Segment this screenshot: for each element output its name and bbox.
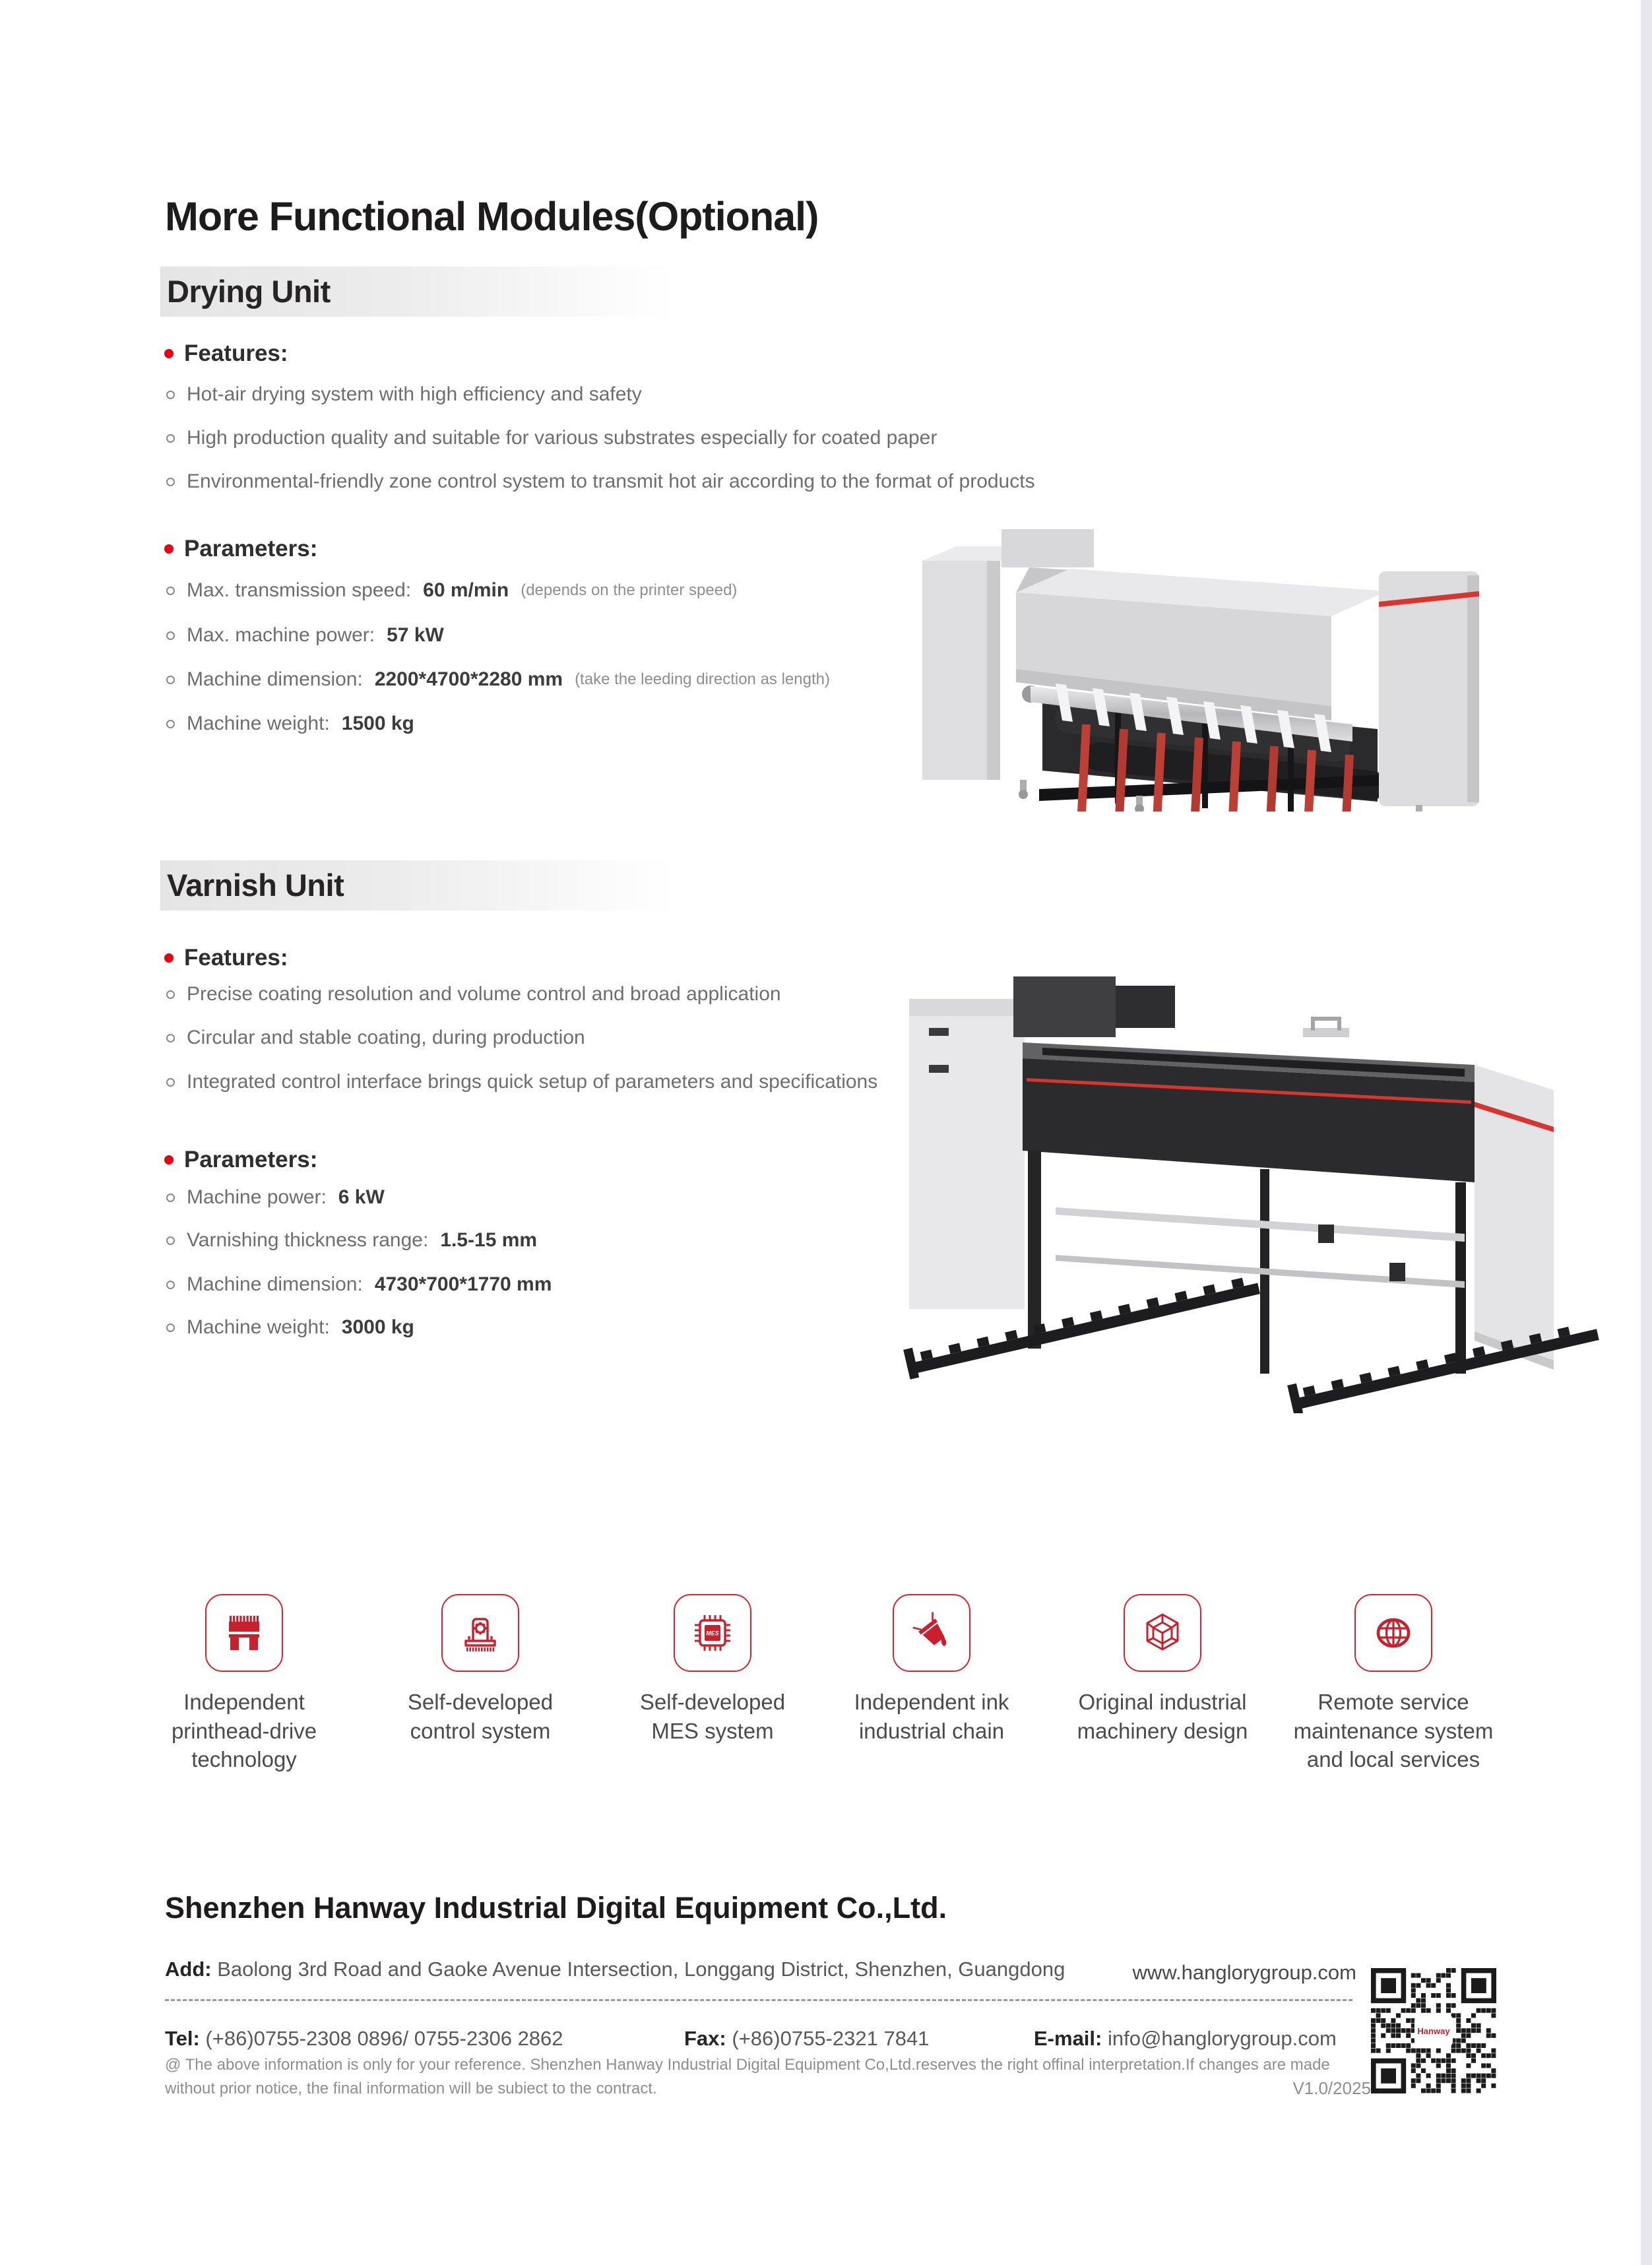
capability-control-system <box>381 1594 579 1745</box>
address-label: Add: <box>165 1958 212 1981</box>
disclaimer-text: @ The above information is only for your reference. Shenzhen Hanway Industrial Digital Equipment Co,Ltd.reserves the right offinal interpretation.If changes are made without prior notice, the final information will be subiect to the contract. <box>165 2056 1330 2097</box>
machinery-design-icon <box>1139 1610 1186 1656</box>
drying-unit-heading: Drying Unit <box>167 274 331 309</box>
svg-text:MES: MES <box>706 1630 719 1637</box>
circle-bullet-icon <box>166 1078 175 1087</box>
ink-bucket-icon <box>908 1610 955 1656</box>
qr-logo-text: Hanway <box>1417 2026 1450 2036</box>
varnish-feature: Circular and stable coating, during production <box>166 1023 585 1052</box>
capability-printhead <box>145 1594 343 1774</box>
qr-code <box>1371 1968 1496 2093</box>
drying-parameter: Machine weight: 1500 kg <box>166 709 426 738</box>
email-label: E-mail: <box>1034 2027 1102 2050</box>
capability-label: Self-developed MES system <box>639 1690 786 1743</box>
varnish-feature: Precise coating resolution and volume control and broad application <box>166 980 781 1009</box>
varnish-features-heading: Features: <box>164 945 288 971</box>
circle-bullet-icon <box>166 1236 175 1245</box>
fax-row <box>684 2027 929 2051</box>
drying-unit-heading-band <box>160 267 674 317</box>
capability-mes-system <box>614 1594 811 1745</box>
qr-center-logo <box>1414 2014 1453 2048</box>
capability-remote-service <box>1281 1594 1506 1774</box>
varnish-unit-heading-band <box>160 860 674 910</box>
icon-box <box>1354 1594 1432 1672</box>
red-bullet-icon <box>164 1155 174 1164</box>
icon-box <box>205 1594 283 1672</box>
icon-box <box>674 1594 751 1672</box>
icon-box <box>1124 1594 1201 1672</box>
capability-ink-chain <box>833 1594 1031 1745</box>
drying-parameter: Machine dimension: 2200*4700*2280 mm (take the leeding direction as length) <box>166 665 830 694</box>
capability-label: Original industrial machinery design <box>1077 1690 1248 1743</box>
tel-label: Tel: <box>165 2027 200 2050</box>
varnish-unit-heading: Varnish Unit <box>167 868 344 903</box>
varnish-parameter: Varnishing thickness range: 1.5-15 mm <box>166 1226 537 1255</box>
address-row <box>165 1958 1065 1981</box>
varnish-parameter: Machine dimension: 4730*700*1770 mm <box>166 1270 552 1299</box>
varnish-parameter: Machine weight: 3000 kg <box>166 1313 414 1342</box>
tel-value: (+86)0755-2308 0896/ 0755-2306 2862 <box>199 2027 563 2050</box>
email-link[interactable]: info@hanglorygroup.com <box>1102 2027 1337 2050</box>
varnish-feature: Integrated control interface brings quick setup of parameters and specifications <box>166 1068 877 1097</box>
capability-label: Independent printhead-drive technology <box>171 1690 317 1772</box>
globe-icon <box>1370 1610 1416 1656</box>
tel-row <box>165 2027 563 2051</box>
address-value: Baolong 3rd Road and Gaoke Avenue Intersection, Longgang District, Shenzhen, Guangdong <box>211 1958 1065 1981</box>
drying-feature: High production quality and suitable for various substrates especially for coated paper <box>166 424 937 453</box>
drying-parameter: Max. machine power: 57 kW <box>166 621 456 650</box>
page-title: More Functional Modules(Optional) <box>165 193 819 239</box>
capability-label: Remote service maintenance system and local services <box>1293 1690 1494 1772</box>
drying-feature: Hot-air drying system with high efficiency and safety <box>166 380 642 409</box>
circle-bullet-icon <box>166 1034 175 1042</box>
varnish-parameter: Machine power: 6 kW <box>166 1183 385 1212</box>
red-bullet-icon <box>164 349 174 358</box>
red-bullet-icon <box>164 544 174 554</box>
circle-bullet-icon <box>166 391 175 399</box>
circle-bullet-icon <box>166 990 175 999</box>
circle-bullet-icon <box>166 587 175 595</box>
website-link[interactable]: www.hanglorygroup.com <box>1132 1961 1356 1984</box>
email-row <box>1034 2027 1337 2051</box>
varnish-unit-image <box>891 965 1603 1413</box>
drying-unit-image <box>917 528 1498 812</box>
circle-bullet-icon <box>166 1194 175 1202</box>
circle-bullet-icon <box>166 1324 175 1332</box>
icon-box <box>441 1594 519 1672</box>
company-name: Shenzhen Hanway Industrial Digital Equipment Co.,Ltd. <box>165 1891 947 1925</box>
circle-bullet-icon <box>166 631 175 640</box>
drying-feature: Environmental-friendly zone control system to transmit hot air according to the format of products <box>166 467 1035 496</box>
drying-parameter: Max. transmission speed: 60 m/min (depends on the printer speed) <box>166 576 737 605</box>
icon-box <box>893 1594 970 1672</box>
circle-bullet-icon <box>166 720 175 728</box>
red-bullet-icon <box>164 953 174 963</box>
circle-bullet-icon <box>166 1281 175 1289</box>
circle-bullet-icon <box>166 478 175 486</box>
circle-bullet-icon <box>166 676 175 684</box>
capability-label: Self-developed control system <box>407 1690 554 1743</box>
drying-features-heading: Features: <box>164 340 288 367</box>
capability-label: Independent ink industrial chain <box>854 1690 1009 1743</box>
fax-value: (+86)0755-2321 7841 <box>726 2027 930 2050</box>
capability-machinery-design <box>1064 1594 1261 1745</box>
printhead-icon <box>221 1610 267 1656</box>
drying-parameters-heading: Parameters: <box>164 536 317 562</box>
mes-chip-icon <box>689 1610 736 1656</box>
page-edge <box>1641 0 1652 2265</box>
version-label: V1.0/2025 <box>1292 2078 1371 2098</box>
circle-bullet-icon <box>166 434 175 443</box>
varnish-parameters-heading: Parameters: <box>164 1147 317 1173</box>
divider <box>165 1999 1352 2001</box>
control-system-icon <box>457 1610 503 1656</box>
fax-label: Fax: <box>684 2027 726 2050</box>
